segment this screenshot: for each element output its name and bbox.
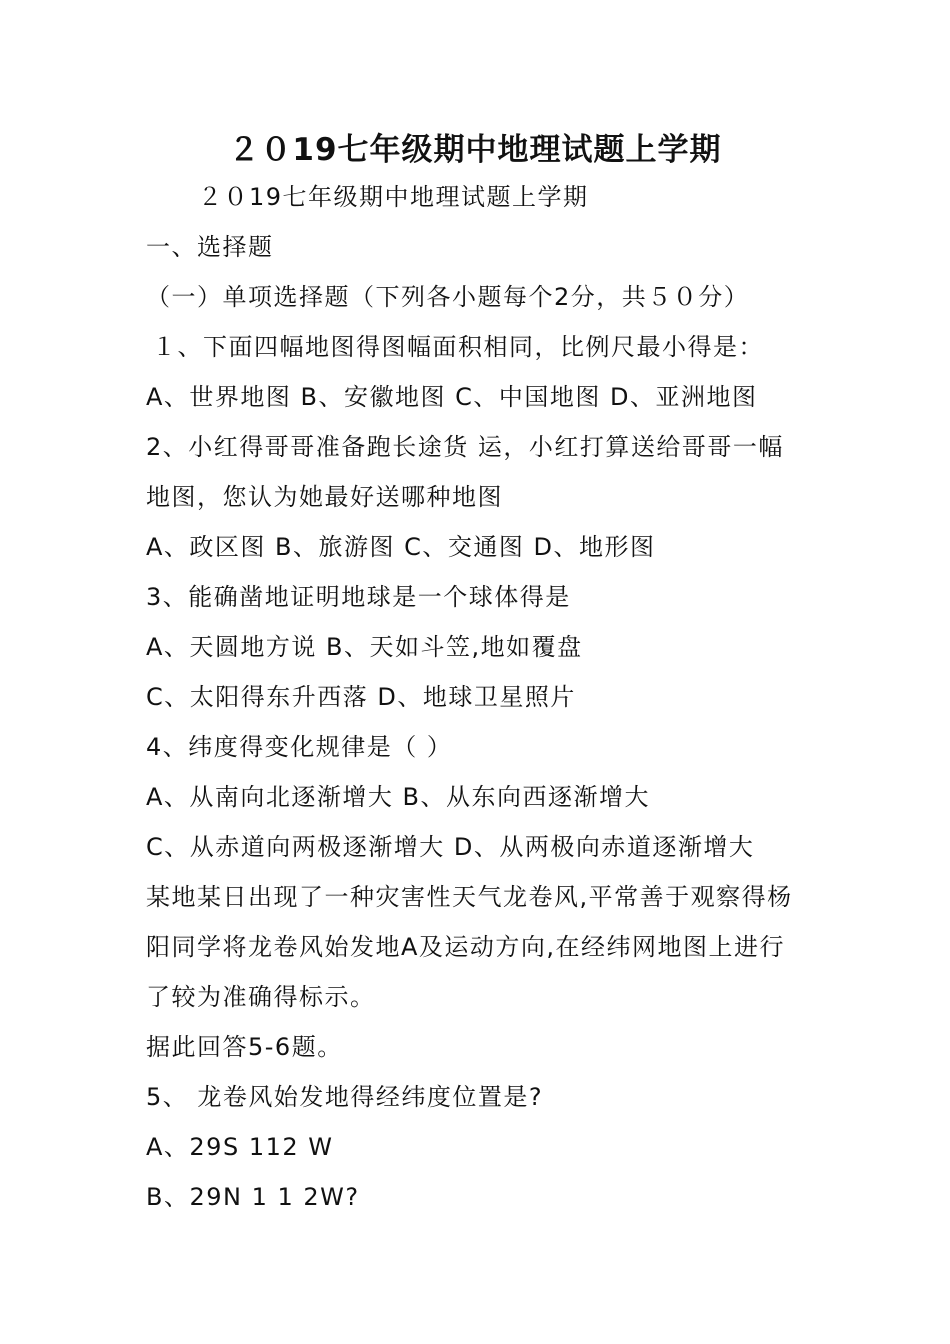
question-5-option-b: B、29N 1 1 2W? (146, 1183, 360, 1211)
question-4-options-cd: C、从赤道向两极逐渐增大 D、从两极向赤道逐渐增大 (146, 833, 755, 861)
subtitle-line: ２０19七年级期中地理试题上学期 (198, 183, 589, 211)
document-title: ２０19七年级期中地理试题上学期 (228, 132, 722, 168)
question-3-options-ab: A、天圆地方说 B、天如斗笠,地如覆盘 (146, 633, 583, 661)
passage-line-2: 阳同学将龙卷风始发地A及运动方向,在经纬网地图上进行 (146, 933, 786, 961)
question-4-options-ab: A、从南向北逐渐增大 B、从东向西逐渐增大 (146, 783, 651, 811)
question-3-options-cd: C、太阳得东升西落 D、地球卫星照片 (146, 683, 576, 711)
section-heading: 一、选择题 (146, 233, 274, 261)
question-1-options: A、世界地图 B、安徽地图 C、中国地图 D、亚洲地图 (146, 383, 758, 411)
question-2-line-1: 2、小红得哥哥准备跑长途货 运，小红打算送给哥哥一幅 (146, 433, 784, 461)
question-5-option-a: A、29S 112 W (146, 1133, 334, 1161)
question-1: １、下面四幅地图得图幅面积相同，比例尺最小得是： (152, 333, 764, 361)
question-5: 5、 龙卷风始发地得经纬度位置是? (146, 1083, 544, 1111)
passage-instruction: 据此回答5-6题。 (146, 1033, 343, 1061)
question-2-line-2: 地图，您认为她最好送哪种地图 (146, 483, 503, 511)
passage-line-3: 了较为准确得标示。 (146, 983, 376, 1011)
subsection-heading: （一）单项选择题（下列各小题每个2分，共５０分） (146, 283, 750, 311)
passage-line-1: 某地某日出现了一种灾害性天气龙卷风,平常善于观察得杨 (146, 883, 793, 911)
question-3: 3、能确凿地证明地球是一个球体得是 (146, 583, 571, 611)
question-2-options: A、政区图 B、旅游图 C、交通图 D、地形图 (146, 533, 656, 561)
question-4: 4、纬度得变化规律是（ ） (146, 733, 453, 761)
